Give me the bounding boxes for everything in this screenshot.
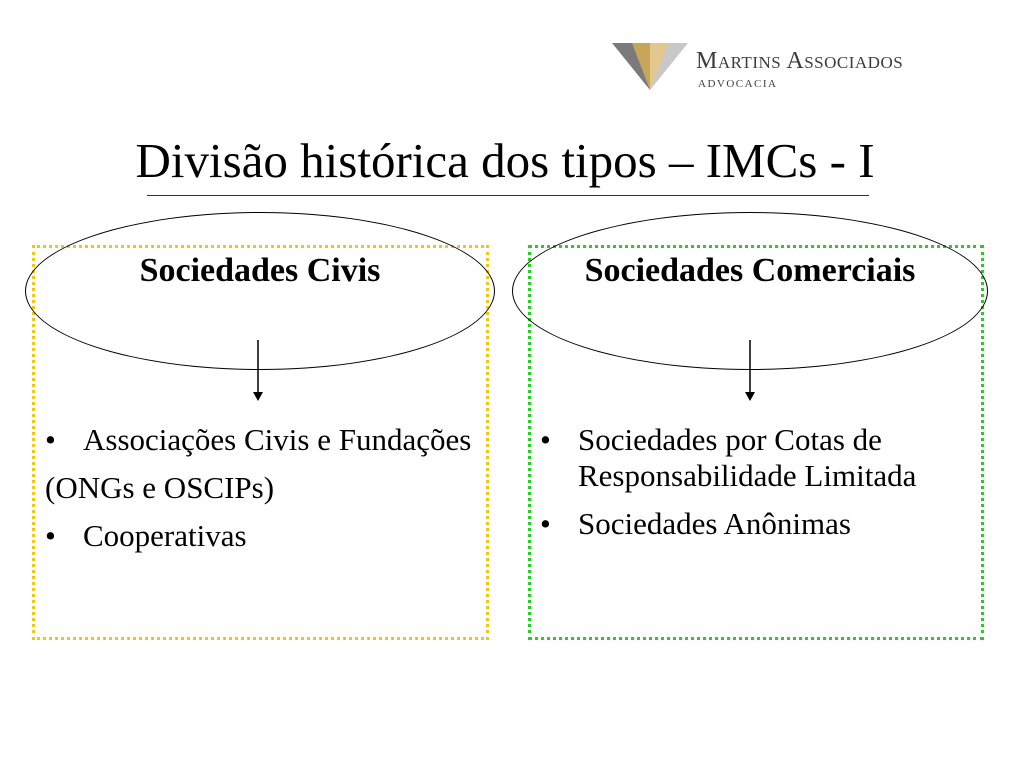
civil-societies-list (45, 422, 475, 566)
list-item-text: Associações Civis e Fundações (83, 422, 472, 457)
civil-societies-heading: Sociedades Civis (139, 252, 381, 289)
title-underline (147, 195, 869, 196)
logo-subtitle: ADVOCACIA (698, 78, 778, 90)
list-item (540, 506, 980, 542)
list-item-text: Sociedades por Cotas de Responsabilidade Limitada (578, 422, 917, 493)
list-item-text: Sociedades Anônimas (578, 506, 851, 541)
bullet: • (45, 518, 56, 553)
bullet: • (540, 506, 551, 541)
list-item (540, 422, 980, 494)
down-arrow-right (742, 340, 758, 402)
list-item: (ONGs e OSCIPs) (45, 470, 275, 505)
bullet: • (45, 422, 56, 457)
triangle-logo-icon (612, 40, 692, 95)
list-item-text: Cooperativas (83, 518, 247, 553)
list-item (45, 518, 475, 554)
logo (612, 40, 972, 95)
list-item (45, 422, 475, 458)
down-arrow-left (250, 340, 266, 402)
slide-title: Divisão histórica dos tipos – IMCs - I (135, 133, 875, 188)
logo-name: Martins Associados (696, 48, 904, 74)
commercial-societies-heading: Sociedades Comerciais (584, 252, 916, 289)
bullet: • (540, 422, 551, 457)
commercial-societies-list (540, 422, 980, 554)
